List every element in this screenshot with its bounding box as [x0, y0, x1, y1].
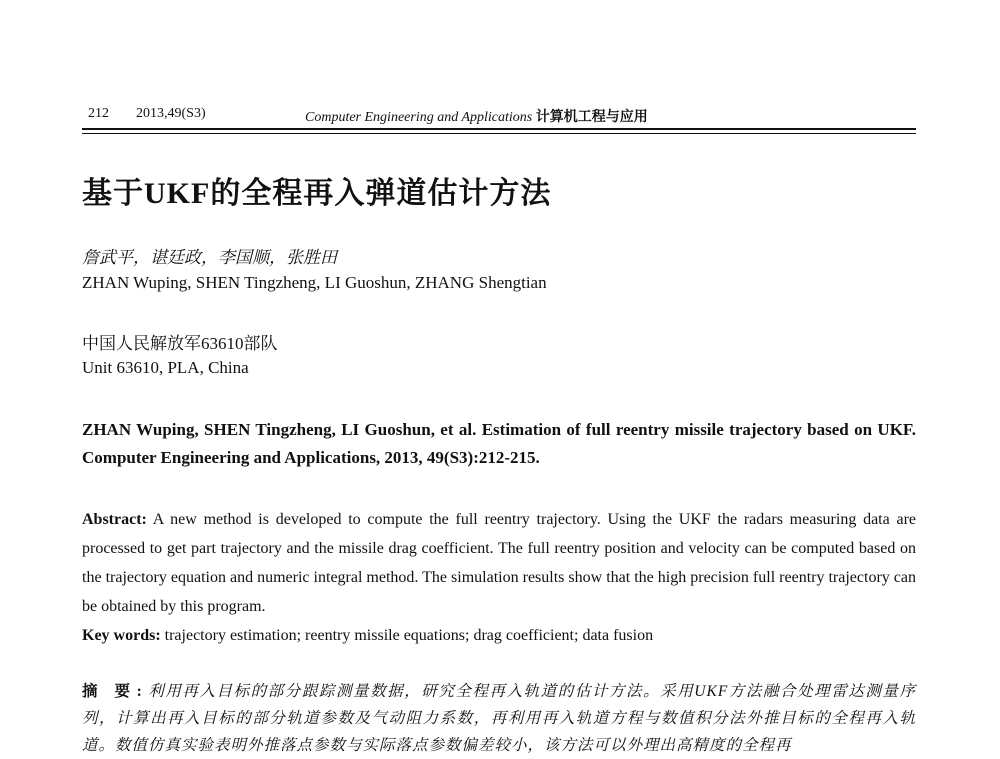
affiliation-cn: 中国人民解放军63610部队 — [82, 334, 278, 353]
header-rule-thick — [82, 128, 916, 130]
article-title: 基于UKF的全程再入弹道估计方法 — [82, 177, 552, 210]
journal-name-cn: 计算机工程与应用 — [535, 110, 648, 125]
year-issue: 2013,49(S3) — [136, 106, 206, 121]
citation: ZHAN Wuping, SHEN Tingzheng, LI Guoshun, et al. Estimation of full reentry missile trajectory based on UKF. Computer Engineering and Applications, 2013, 49(S3):212-215. — [82, 420, 916, 467]
abstract-cn-label: 摘 要: — [82, 683, 148, 700]
page-number: 212 — [88, 106, 109, 121]
abstract-text: A new method is developed to compute the full reentry trajectory. Using the UKF the radars measuring data are processed to get part trajectory and the missile drag coefficient. The full reentry position and velocity can be computed based on the trajectory equation and numeric integral method. The simulation results show that the high precision full reentry trajectory can be obtained by this program. — [82, 511, 916, 615]
abstract-cn — [82, 678, 916, 759]
running-header — [82, 104, 916, 126]
authors-en: ZHAN Wuping, SHEN Tingzheng, LI Guoshun, ZHANG Shengtian — [82, 273, 547, 292]
journal-name — [305, 106, 648, 126]
affiliation-en: Unit 63610, PLA, China — [82, 358, 249, 377]
abstract-en — [82, 505, 916, 621]
header-rule-thin — [82, 133, 916, 134]
abstract-cn-text: 利用再入目标的部分跟踪测量数据，研究全程再入轨道的估计方法。采用UKF方法融合处理雷达测量序列，计算出再入目标的部分轨道参数及气动阻力系数，再利用再入轨道方程与数值积分法外推目标的全程再入轨道。数值仿真实验表明外推落点参数与实际落点参数偏差较小，该方法可以外理出高精度的全程再 — [82, 683, 916, 754]
keywords — [82, 621, 916, 650]
abstract-label: Abstract: — [82, 511, 147, 528]
journal-name-en: Computer Engineering and Applications — [305, 110, 533, 125]
keywords-text: trajectory estimation; reentry missile equations; drag coefficient; data fusion — [164, 627, 654, 644]
keywords-label: Key words: — [82, 627, 161, 644]
authors-cn: 詹武平，谌廷政，李国顺，张胜田 — [82, 248, 337, 267]
